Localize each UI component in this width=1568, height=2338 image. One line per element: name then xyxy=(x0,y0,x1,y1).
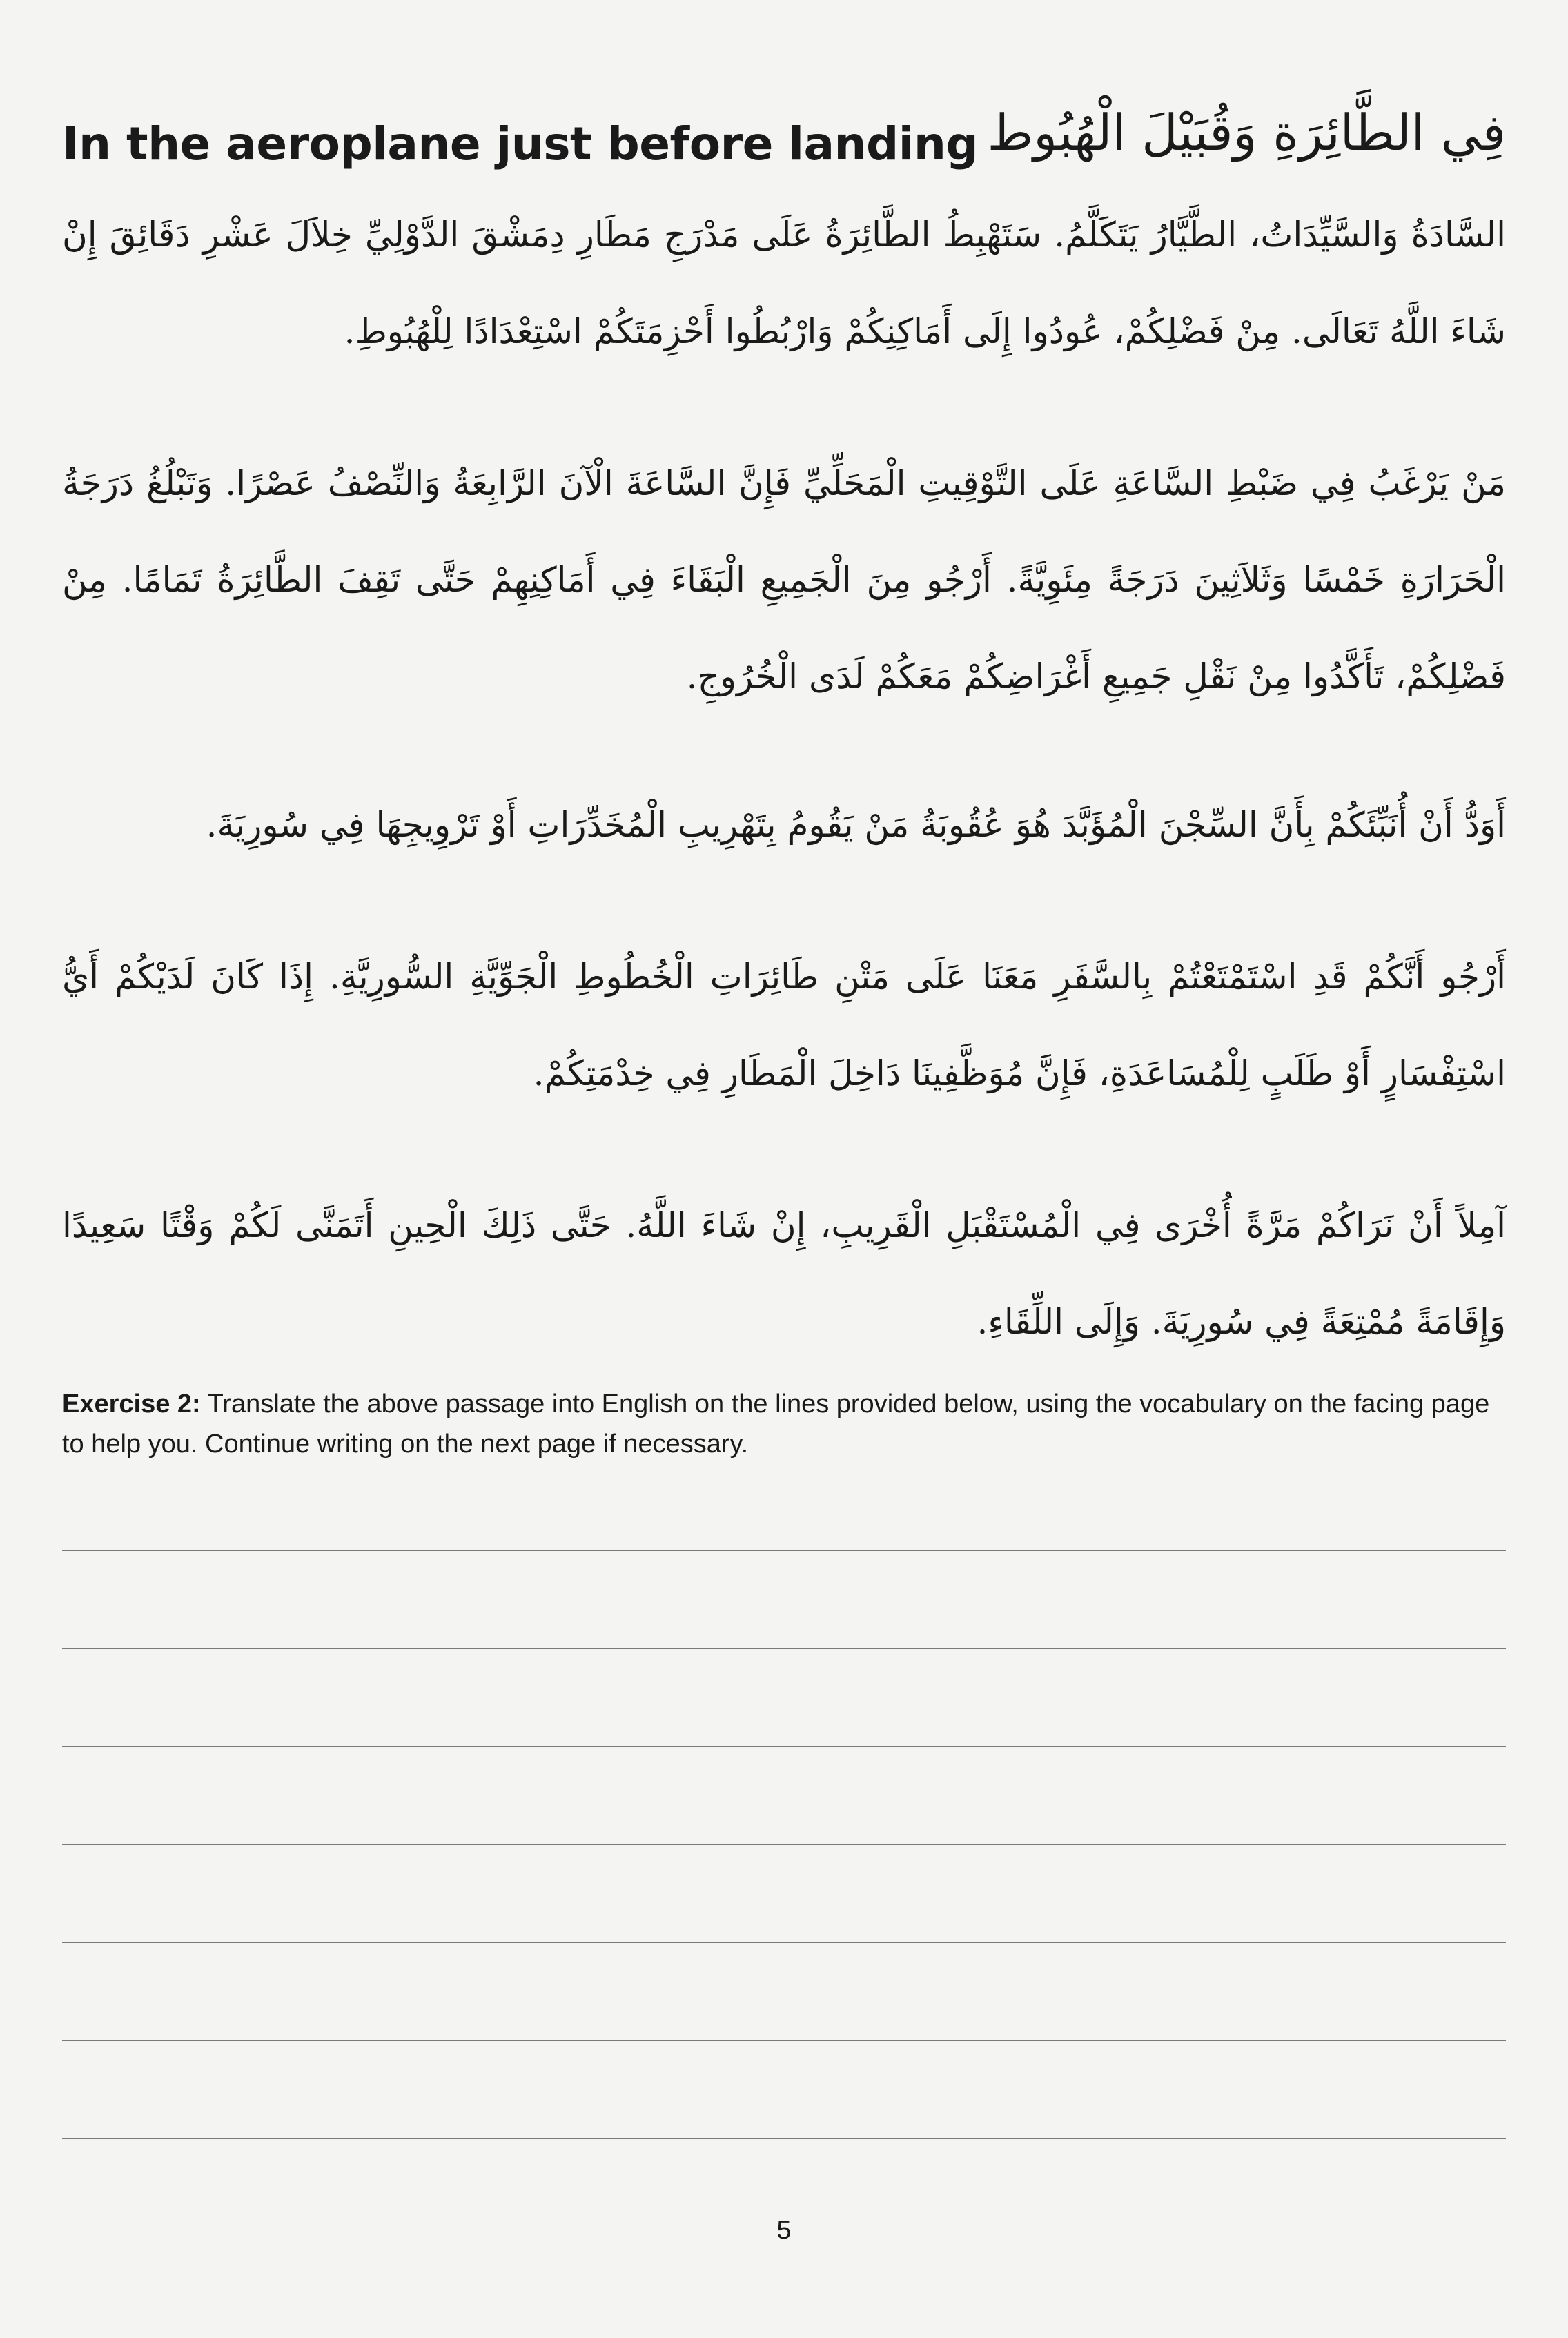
arabic-paragraph-2: مَنْ يَرْغَبُ فِي ضَبْطِ السَّاعَةِ عَلَى التَّوْقِيتِ الْمَحَلِّيِّ فَإِنَّ السَّاعَةَ الْآنَ الرَّابِعَةُ وَالنِّصْفُ عَصْرًا. وَتَبْلُغُ دَرَجَةُ الْحَرَارَةِ خَمْسًا وَثَلاَثِينَ دَرَجَةً مِئَوِيَّةً. أَرْجُو مِنَ الْجَمِيعِ الْبَقَاءَ فِي أَمَاكِنِهِمْ حَتَّى تَقِفَ الطَّائِرَةُ تَمَامًا. مِنْ فَضْلِكُمْ، تَأَكَّدُوا مِنْ نَقْلِ جَمِيعِ أَغْرَاضِكُمْ مَعَكُمْ لَدَى الْخُرُوجِ. xyxy=(62,463,1506,696)
writing-line[interactable] xyxy=(62,1844,1506,1845)
writing-line[interactable] xyxy=(62,1648,1506,1649)
page-header xyxy=(62,104,1506,193)
arabic-paragraph-5: آمِلاً أَنْ نَرَاكُمْ مَرَّةً أُخْرَى فِي الْمُسْتَقْبَلِ الْقَرِيبِ، إِنْ شَاءَ اللَّهُ. حَتَّى ذَلِكَ الْحِينِ أَتَمَنَّى لَكُمْ وَقْتًا سَعِيدًا وَإِقَامَةً مُمْتِعَةً فِي سُورِيَةَ. وَإِلَى اللِّقَاءِ. xyxy=(62,1205,1506,1342)
page-title-arabic: فِي الطَّائِرَةِ وَقُبَيْلَ الْهُبُوط xyxy=(987,104,1506,162)
arabic-paragraph-1: السَّادَةُ وَالسَّيِّدَاتُ، الطَّيَّارُ يَتَكَلَّمُ. سَتَهْبِطُ الطَّائِرَةُ عَلَى مَدْرَجِ مَطَارِ دِمَشْقَ الدَّوْلِيِّ خِلاَلَ عَشْرِ دَقَائِقَ إِنْ شَاءَ اللَّهُ تَعَالَى. مِنْ فَضْلِكُمْ، عُودُوا إِلَى أَمَاكِنِكُمْ وَارْبُطُوا أَحْزِمَتَكُمْ اسْتِعْدَادًا لِلْهُبُوطِ. xyxy=(62,215,1506,351)
writing-line[interactable] xyxy=(62,1550,1506,1551)
page-title-english: In the aeroplane just before landing xyxy=(62,117,979,171)
writing-line[interactable] xyxy=(62,2040,1506,2041)
arabic-paragraph-3: أَوَدُّ أَنْ أُنَبِّئَكُمْ بِأَنَّ السِّجْنَ الْمُؤَبَّدَ هُوَ عُقُوبَةُ مَنْ يَقُومُ بِتَهْرِيبِ الْمُخَدِّرَاتِ أَوْ تَرْوِيجِهَا فِي سُورِيَةَ. xyxy=(206,805,1506,845)
writing-line[interactable] xyxy=(62,2138,1506,2139)
arabic-paragraph-4: أَرْجُو أَنَّكُمْ قَدِ اسْتَمْتَعْتُمْ بِالسَّفَرِ مَعَنَا عَلَى مَتْنِ طَائِرَاتِ الْخُطُوطِ الْجَوِّيَّةِ السُّورِيَّةِ. إِذَا كَانَ لَدَيْكُمْ أَيُّ اسْتِفْسَارٍ أَوْ طَلَبٍ لِلْمُسَاعَدَةِ، فَإِنَّ مُوَظَّفِينَا دَاخِلَ الْمَطَارِ فِي خِدْمَتِكُمْ. xyxy=(62,957,1506,1093)
exercise-text: Translate the above passage into English on the lines provided below, using the vocabulary on the facing page to help you. Continue writing on the next page if necessary. xyxy=(62,1390,1490,1459)
writing-line[interactable] xyxy=(62,1942,1506,1943)
exercise-instructions xyxy=(62,1384,1506,1464)
writing-line[interactable] xyxy=(62,1746,1506,1747)
page-number: 5 xyxy=(776,2216,792,2245)
exercise-label: Exercise 2: xyxy=(62,1390,201,1419)
